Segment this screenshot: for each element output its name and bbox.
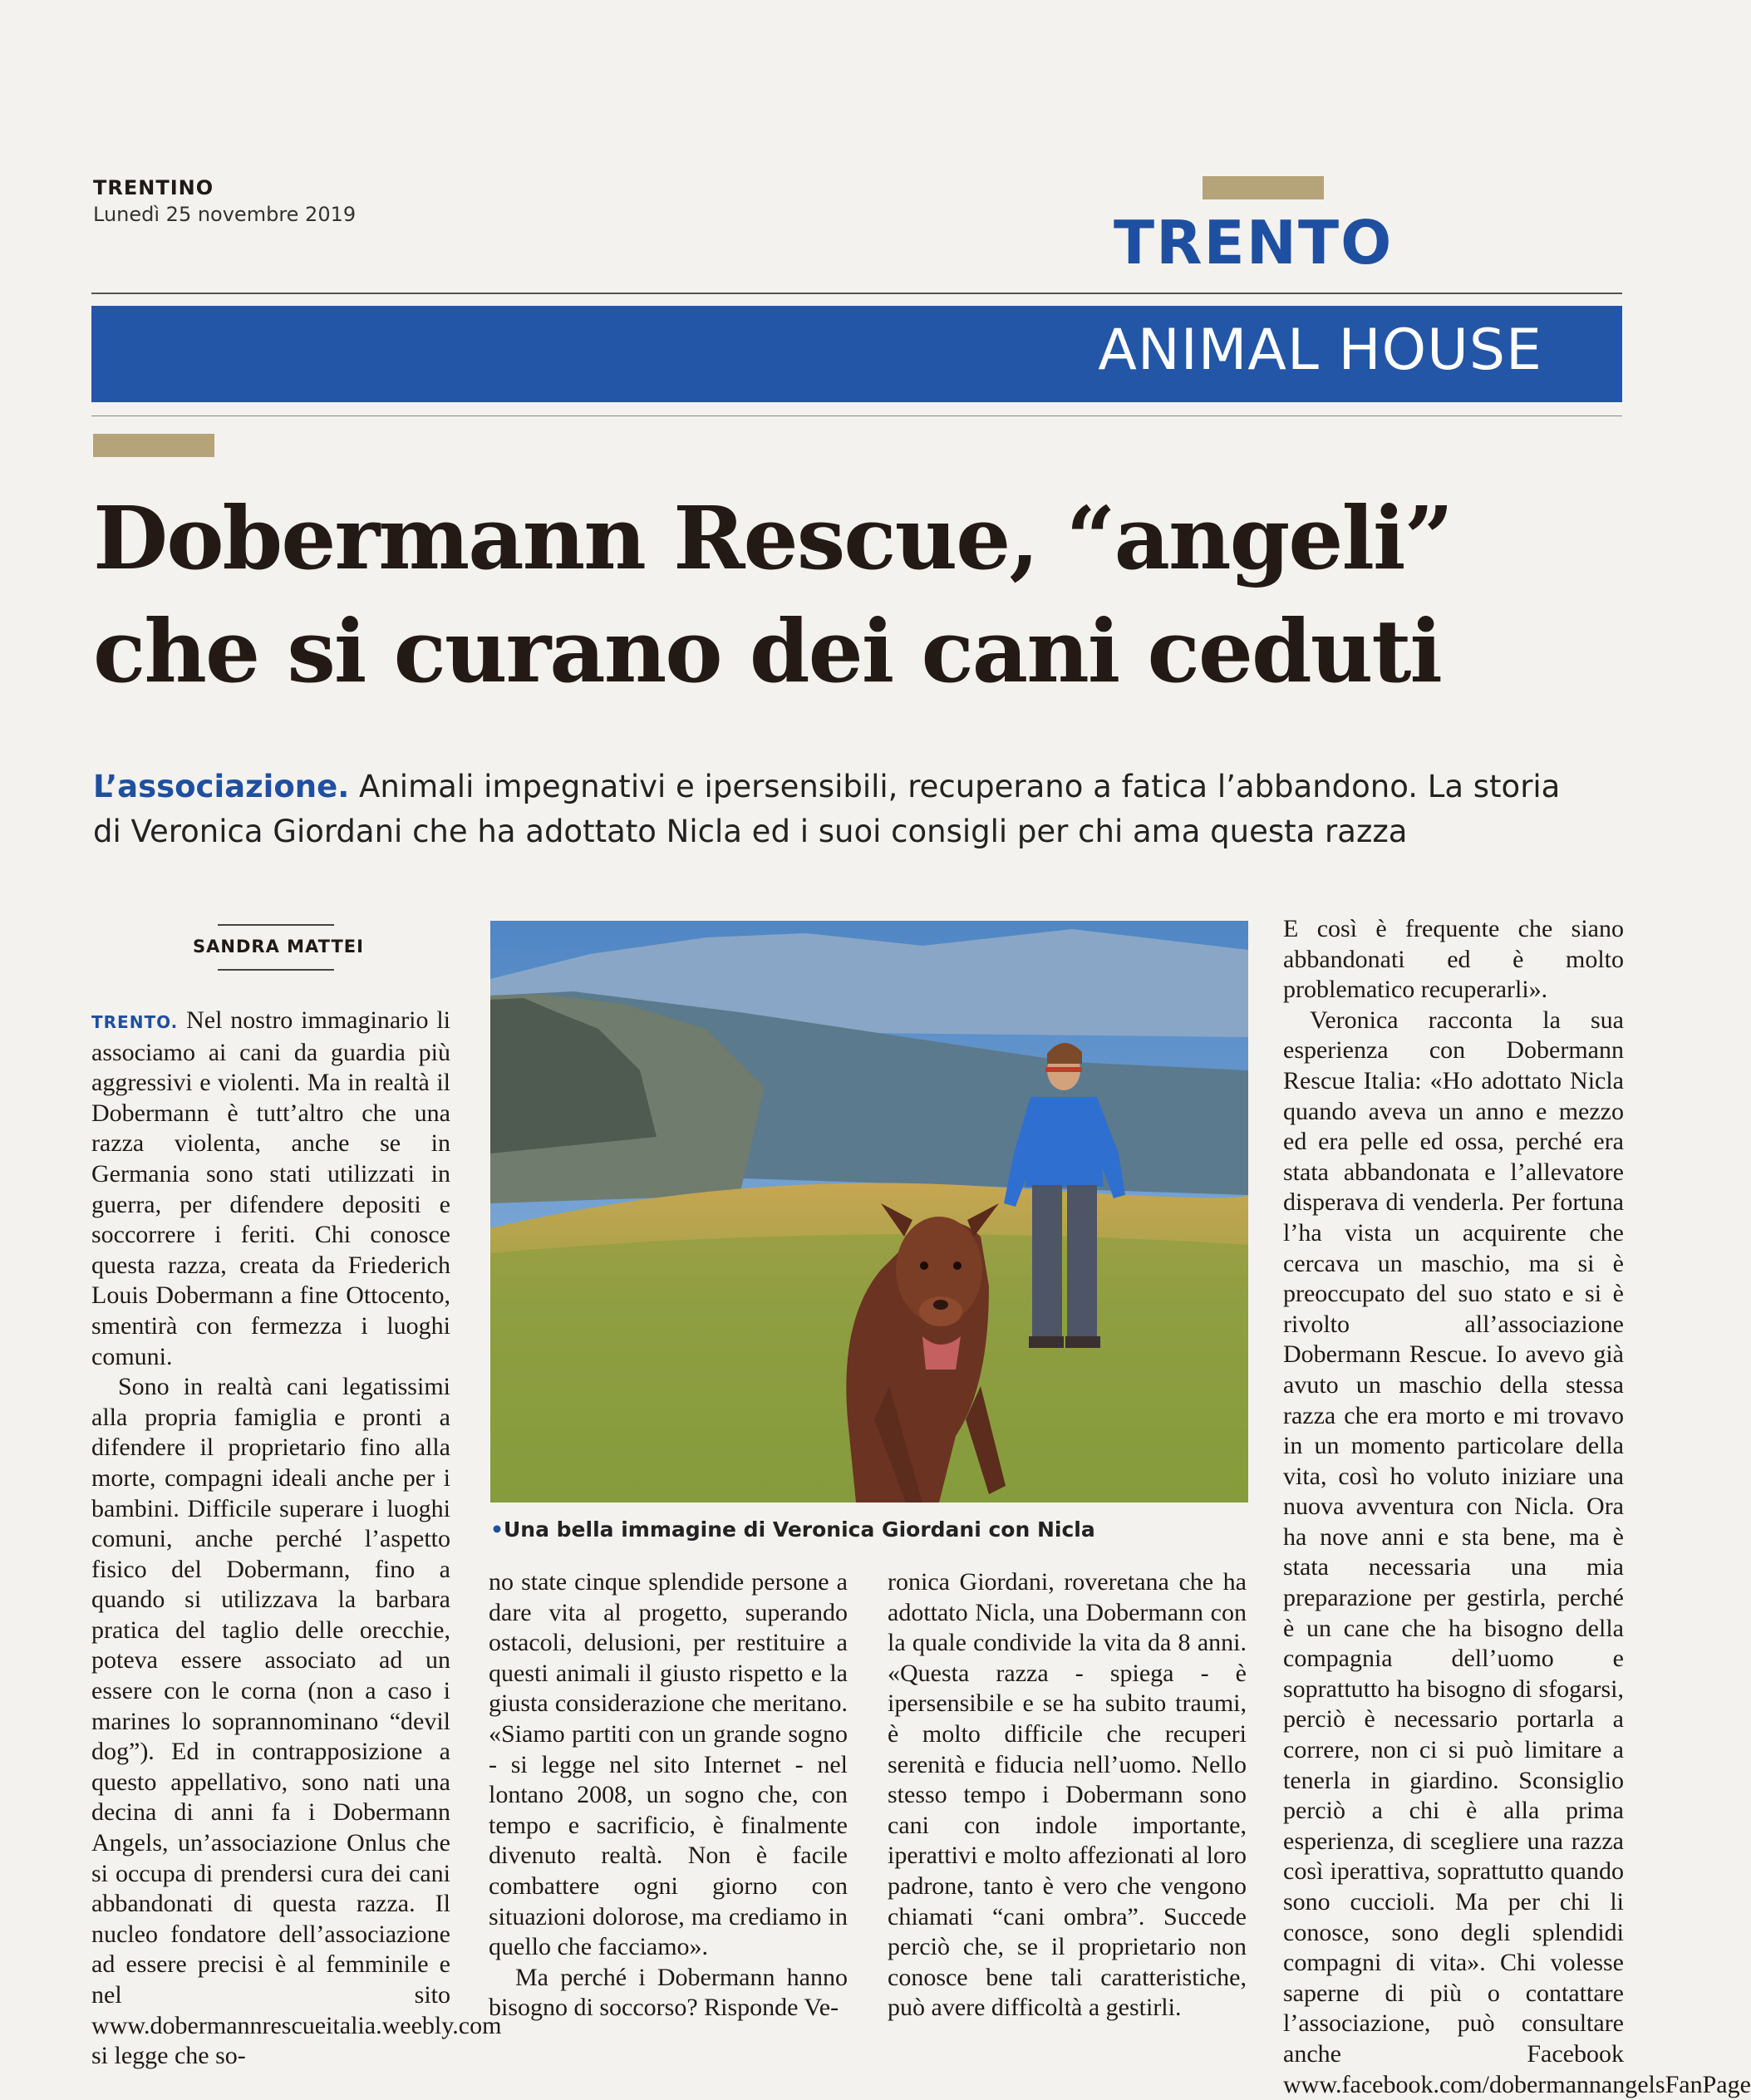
article-column-3	[888, 1567, 1247, 2024]
section-accent-bar	[1203, 176, 1324, 199]
article-photo	[490, 921, 1248, 1502]
section-band	[91, 306, 1622, 402]
byline-rule-top	[218, 924, 334, 926]
article-headline	[93, 482, 1622, 708]
paragraph-text: Nel nostro immaginario li associamo ai cani da guardia più aggressivi e violenti. Ma in realtà il Dobermann è tutt’altro che una razza violenta, anche se in Germania sono stati utilizzati in guerra, per difendere depositi e soccorrere i feriti. Chi conosce questa razza, creata da Friederich Louis Dobermann a fine Ottocento, smentirà con fermezza i luoghi comuni.	[91, 1006, 451, 1370]
paragraph: ronica Giordani, roveretana che ha adottato Nicla, una Dobermann con la quale condivide la vita da 8 anni. «Questa razza - spiega - è ipersensibile e se ha subito traumi, è molto difficile che recuperi serenità e fiducia nell’uomo. Nello stesso tempo i Dobermann sono cani con indole importante, iperattivi e molto affezionati al loro padrone, tanto è vero che vengono chiamati “cani ombra”. Succede perciò che, se il proprietario non conosce bene tali caratteristiche, può avere difficoltà a gestirli.	[888, 1568, 1247, 2022]
headline-accent-bar	[93, 434, 214, 457]
article-subhead	[93, 765, 1622, 854]
paragraph: Sono in realtà cani legatissimi alla propria famiglia e pronti a difendere il proprietario fino alla morte, compagni ideali anche per i bambini. Difficile superare i luoghi comuni, anche perché l’aspetto fisico del Dobermann, fino a quando si utilizzava la barbara pratica del taglio delle orecchie, poteva essere associato ad un essere con le corna (non a caso i marines lo soprannominano “devil dog”). Ed in contrapposizione a questo appellativo, sono nati una decina di anni fa i Dobermann Angels, un’associazione Onlus che si occupa di prendersi cura dei cani abbandonati di questa razza. Il nucleo fondatore dell’associazione ad essere precisi è al femminile e nel sito www.dobermannrescueitalia.weebly.com si legge che so-	[91, 1373, 502, 2070]
article-column-2	[489, 1567, 848, 2024]
issue-date: Lunedì 25 novembre 2019	[93, 203, 357, 226]
paragraph: no state cinque splendide persone a dare vita al progetto, superando ostacoli, delusioni, per restituire a questi animali il giusto rispetto e la giusta considerazione che meritano. «Siamo partiti con un grande sogno - si legge nel sito Internet - nel lontano 2008, un sogno che, con tempo e sacrificio, è finalmente divenuto realtà. Non è facile combattere ogni giorno con situazioni dolorose, ma crediamo in quello che facciamo».	[489, 1568, 848, 1961]
band-title: ANIMAL HOUSE	[1098, 317, 1542, 383]
subhead-line-2: di Veronica Giordani che ha adottato Nicla ed i suoi consigli per chi ama questa razza	[93, 814, 1408, 849]
bullet-icon: •	[490, 1517, 504, 1542]
dateline: TRENTO.	[91, 1012, 179, 1032]
article-column-4	[1283, 914, 1751, 2100]
byline-rule-bottom	[218, 969, 334, 971]
photo-caption	[490, 1517, 1248, 1542]
headline-line-1: Dobermann Rescue, “angeli”	[93, 487, 1453, 589]
section-title: TRENTO	[1114, 208, 1394, 278]
author-byline: SANDRA MATTEI	[193, 937, 364, 957]
subhead-kicker: L’associazione.	[93, 769, 350, 804]
paragraph: Veronica racconta la sua esperienza con Dobermann Rescue Italia: «Ho adottato Nicla quando aveva un anno e mezzo ed era pelle ed ossa, perché era stata abbandonata e l’allevatore disperava di venderla. Per fortuna l’ha vista un acquirente che cercava un maschio, ma si è preoccupato del suo stato e si è rivolto all’associazione Dobermann Rescue. Io avevo già avuto un maschio della stessa razza che era morto e mi trovavo in un momento particolare della vita, così ho voluto iniziare una nuova avventura con Nicla. Ora ha nove anni e sta bene, ma è stata necessaria una mia preparazione per gestirla, perché è un cane che ha bisogno della compagnia dell’uomo e soprattutto ha bisogno di sfogarsi, perciò è necessario portarla a correre, non ci si può limitare a tenerla in giardino. Sconsiglio perciò a chi è alla prima esperienza, di scegliere una razza così iperattiva, soprattutto quando sono cuccioli. Ma per chi li conosce, sono degli splendidi compagni di vita». Chi volesse saperne di più o contattare l’associazione, può consultare anche Facebook www.facebook.com/dobermannangelsFanPage	[1283, 1006, 1751, 2098]
newspaper-name: TRENTINO	[93, 176, 214, 199]
subhead-line-1: Animali impegnativi e ipersensibili, recuperano a fatica l’abbandono. La storia	[359, 769, 1561, 804]
paragraph: Ma perché i Dobermann hanno bisogno di soccorso? Risponde Ve-	[489, 1963, 848, 2022]
caption-text: Una bella immagine di Veronica Giordani con Nicla	[503, 1517, 1095, 1542]
photo-dog-and-woman-on-mountain	[490, 921, 1248, 1502]
masthead-rule	[91, 293, 1622, 294]
article-column-1	[91, 1006, 502, 2072]
paragraph	[91, 1006, 450, 1372]
paragraph: E così è frequente che siano abbandonati ed è molto problematico recuperarli».	[1283, 915, 1624, 1004]
headline-line-2: che si curano dei cani ceduti	[93, 600, 1441, 702]
